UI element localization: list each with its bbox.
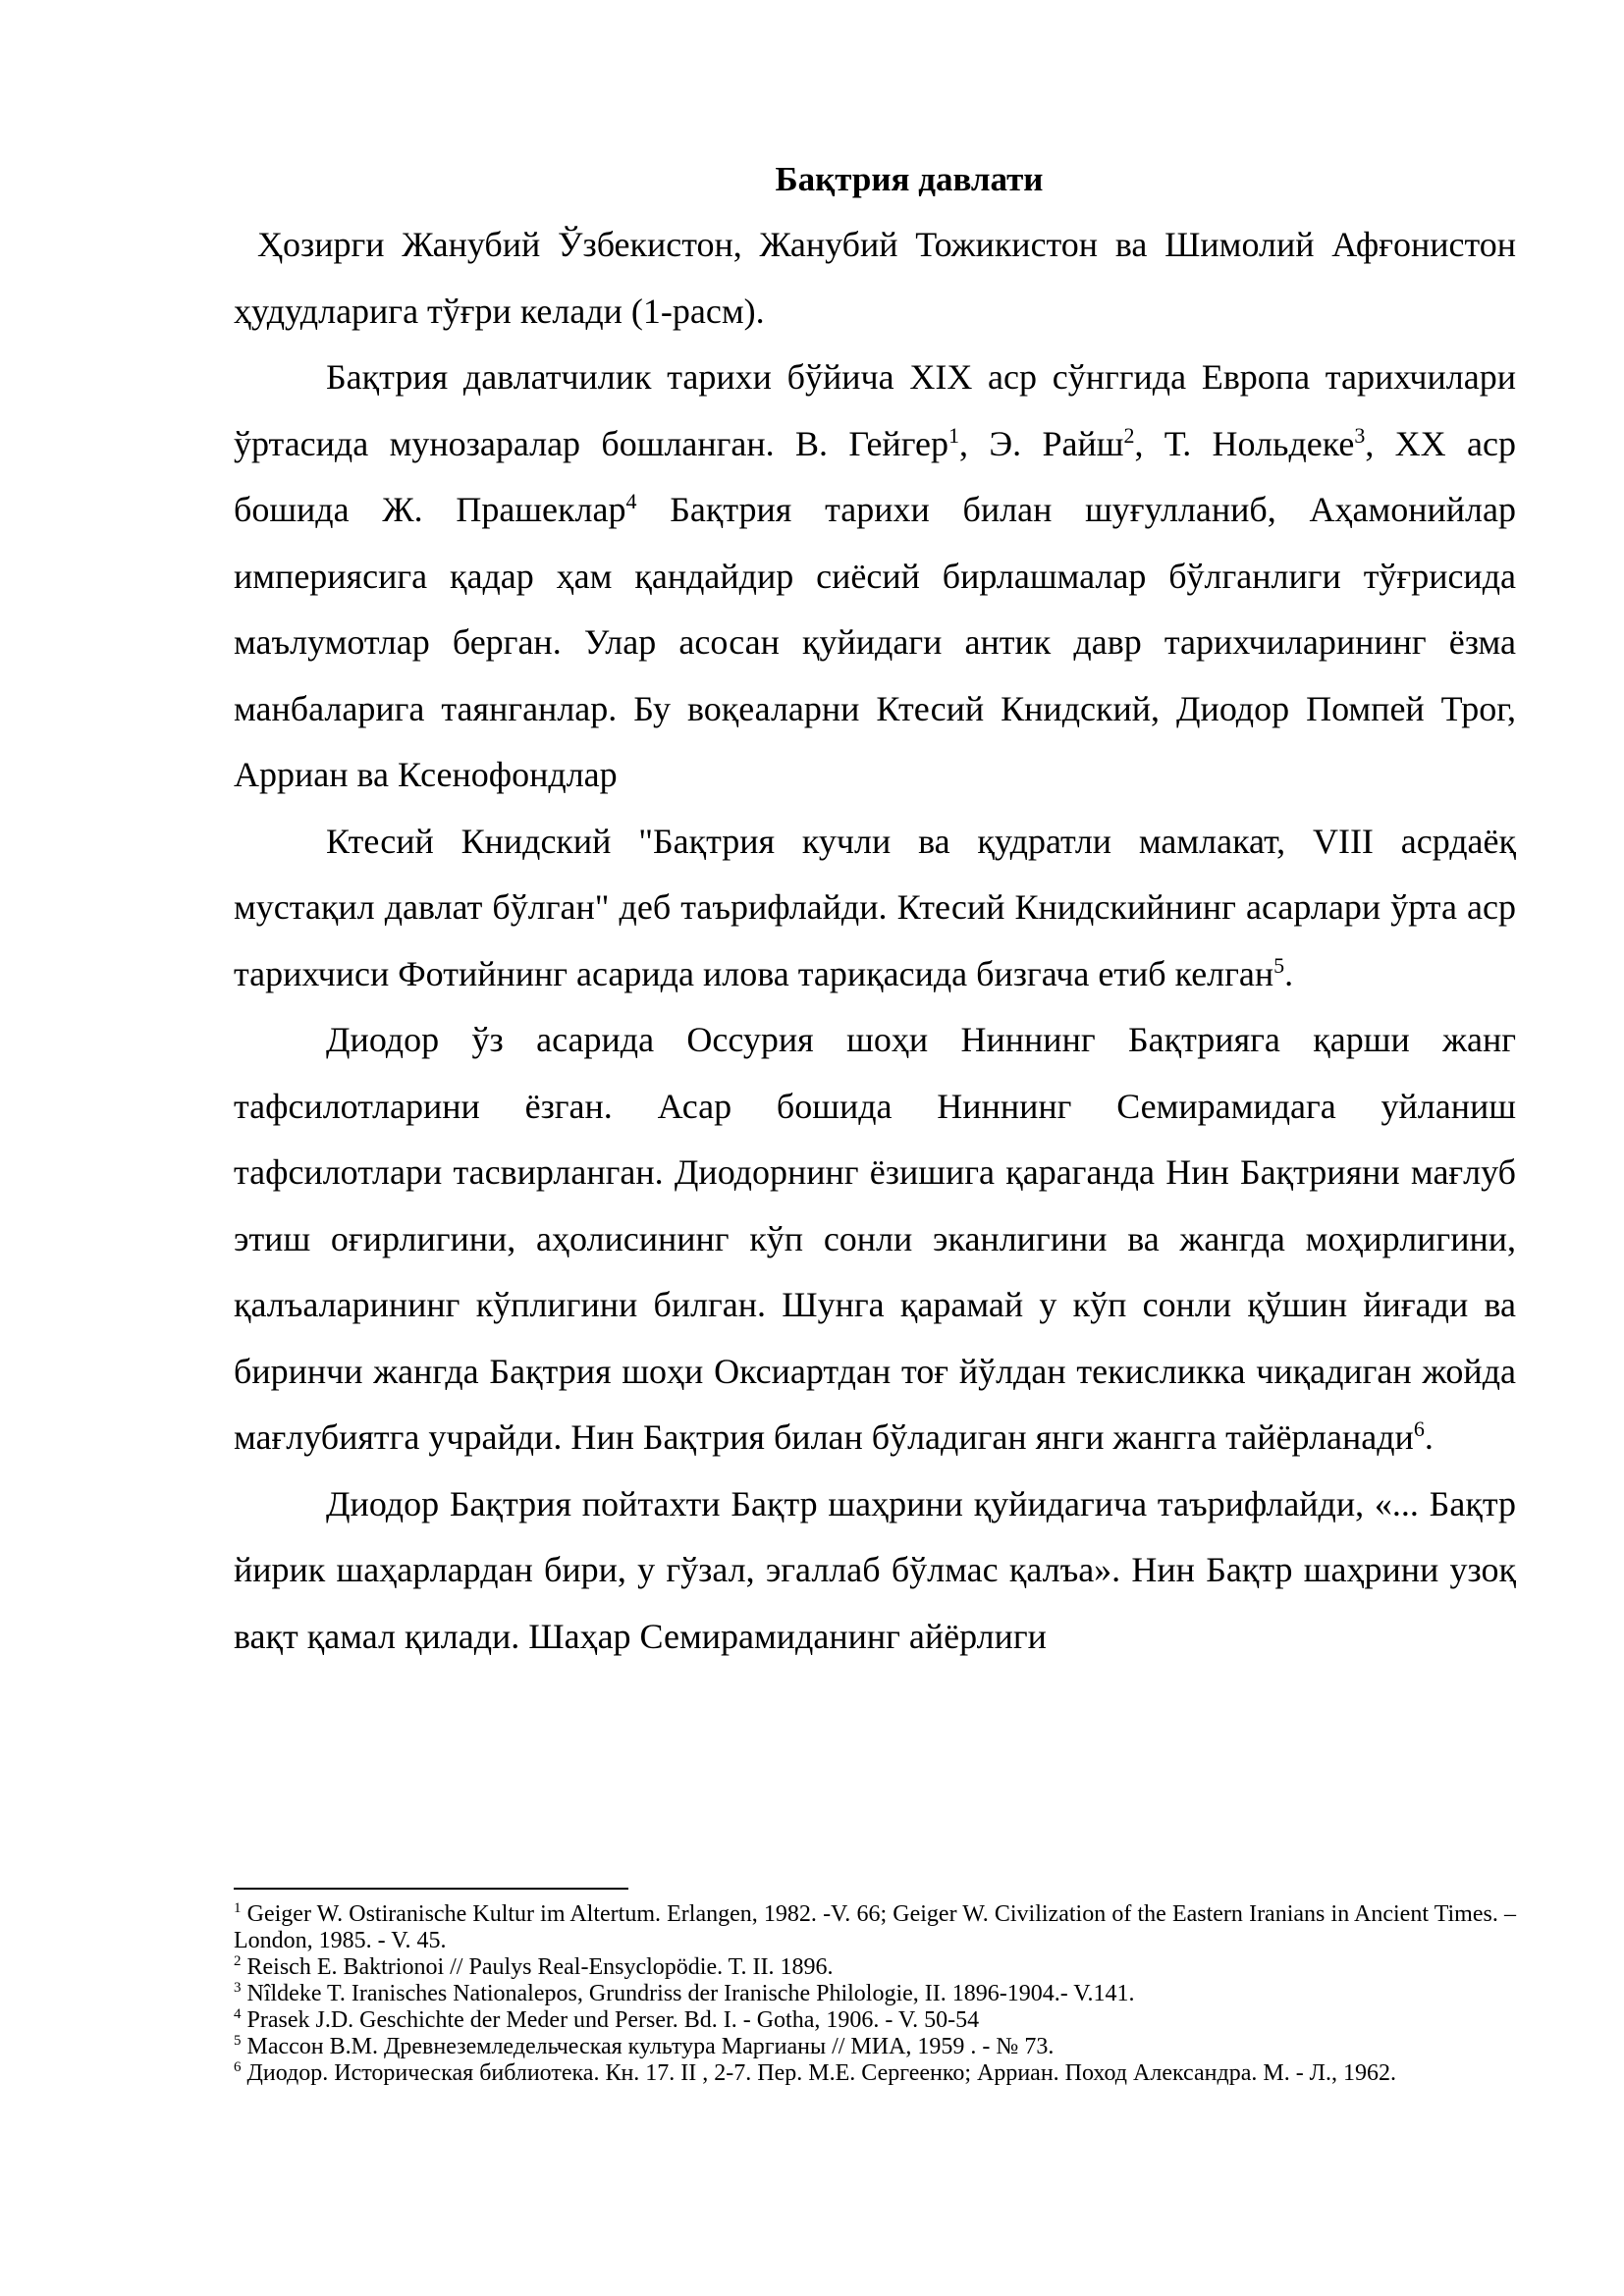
paragraph-2-text-5: Бақтрия тарихи билан шуғулланиб, Аҳамонийлар империясига қадар ҳам қандайдир сиёсий бирлашмалар бўлганлиги тўғрисида маълумотлар берган. Улар асосан қуйидаги антик давр тарихчиларининг ёзма манбаларига таянганлар. Бу воқеаларни Ктесий Книдский, Диодор Помпей Трог, Арриан ва Ксенофондлар [234,490,1516,794]
document-title: Бақтрия давлати [775,160,1044,198]
footnote-separator [234,1888,628,1890]
footnote-6 [234,2060,1516,2087]
footnote-ref-2[interactable]: 2 [1123,422,1135,448]
paragraph-5: Диодор Бақтрия пойтахти Бақтр шаҳрини қуйидагича таърифлайди, «... Бақтр йирик шаҳарлардан бири, у гўзал, эгаллаб бўлмас қалъа». Нин Бақтр шаҳрини узоқ вақт қамал қилади. Шаҳар Семирамиданинг айёрлиги [234,1483,1516,1656]
footnote-ref-5[interactable]: 5 [1273,952,1285,978]
paragraph-4-text-2: . [1424,1417,1434,1457]
paragraph-2-text-4: , XX аср бошида Ж. Прашеклар [234,423,1516,529]
footnote-number: 2 [234,1953,242,1969]
paragraph-3 [234,809,1516,1008]
footnote-number: 4 [234,2006,242,2022]
footnote-text: Prasek J.D. Geschichte der Meder und Perser. Bd. I. - Gotha, 1906. - V. 50-54 [241,2007,980,2033]
paragraph-2-text-2: , Э. Райш [958,423,1124,463]
paragraph-1: Ҳозирги Жанубий Ўзбекистон, Жанубий Тожикистон ва Шимолий Афғонистон ҳудудларига тўғри келади (1-расм). [234,225,1516,331]
document-body [234,155,1516,1670]
paragraph-3-text-1: Ктесий Книдский "Бақтрия кучли ва қудратли мамлакат, VIII асрдаёқ мустақил давлат бўлган" деб таърифлайди. Ктесий Книдскийнинг асарлари ўрта аср тарихчиси Фотийнинг асарида илова тариқасида бизгача етиб келган [234,821,1516,993]
footnote-number: 3 [234,1980,242,1996]
paragraph-2 [234,345,1516,809]
paragraph-4 [234,1007,1516,1471]
footnote-3 [234,1981,1516,2007]
footnote-text: Диодор. Историческая библиотека. Кн. 17. II , 2-7. Пер. М.Е. Сергеенко; Арриан. Поход Александра. М. - Л., 1962. [241,2060,1396,2086]
footnote-4 [234,2007,1516,2034]
footnote-ref-6[interactable]: 6 [1413,1416,1425,1441]
footnote-text: Массон В.М. Древнеземледельческая культура Маргианы // МИА, 1959 . - № 73. [241,2034,1055,2059]
paragraph-2-text-3: , Т. Нольдеке [1134,423,1355,463]
footnote-number: 1 [234,1900,242,1916]
paragraph-2-text-1: Бақтрия давлатчилик тарихи бўйича XIX аср сўнггида Европа тарихчилари ўртасида мунозаралар бошланган. В. Гейгер [234,357,1516,463]
footnote-text: Reisch E. Baktrionoi // Paulys Real-Ensyclopödie. T. II. 1896. [241,1954,834,1980]
footnote-ref-1[interactable]: 1 [947,422,959,448]
footnote-ref-3[interactable]: 3 [1354,422,1366,448]
footnote-5 [234,2034,1516,2060]
footnotes [234,1901,1516,2087]
paragraph-4-text-1: Диодор ўз асарида Оссурия шоҳи Ниннинг Бақтрияга қарши жанг тафсилотларини ёзган. Асар бошида Ниннинг Семирамидага уйланиш тафсилотлари тасвирланган. Диодорнинг ёзишига қараганда Нин Бақтрияни мағлуб этиш оғирлигини, аҳолисининг кўп сонли эканлигини ва жангда моҳирлигини, қалъаларининг кўплигини билган. Шунга қарамай у кўп сонли қўшин йиғади ва биринчи жангда Бақтрия шоҳи Оксиартдан тоғ йўлдан текисликка чиқадиган жойда мағлубиятга учрайди. Нин Бақтрия билан бўладиган янги жангга тайёрланади [234,1020,1516,1457]
paragraph-3-text-2: . [1284,953,1294,993]
footnote-ref-4[interactable]: 4 [625,489,637,513]
footnote-number: 6 [234,2059,242,2075]
footnote-1 [234,1901,1516,1954]
footnote-text: Geiger W. Ostiranische Kultur im Altertum. Erlangen, 1982. -V. 66; Geiger W. Civilization of the Eastern Iranians in Ancient Times. – London, 1985. - V. 45. [234,1901,1516,1953]
footnote-2 [234,1954,1516,1981]
footnote-text: Nîldeke T. Iranisches Nationalepos, Grundriss der Iranische Philologie, II. 1896-1904.- V.141. [241,1981,1135,2006]
footnote-number: 5 [234,2033,242,2049]
